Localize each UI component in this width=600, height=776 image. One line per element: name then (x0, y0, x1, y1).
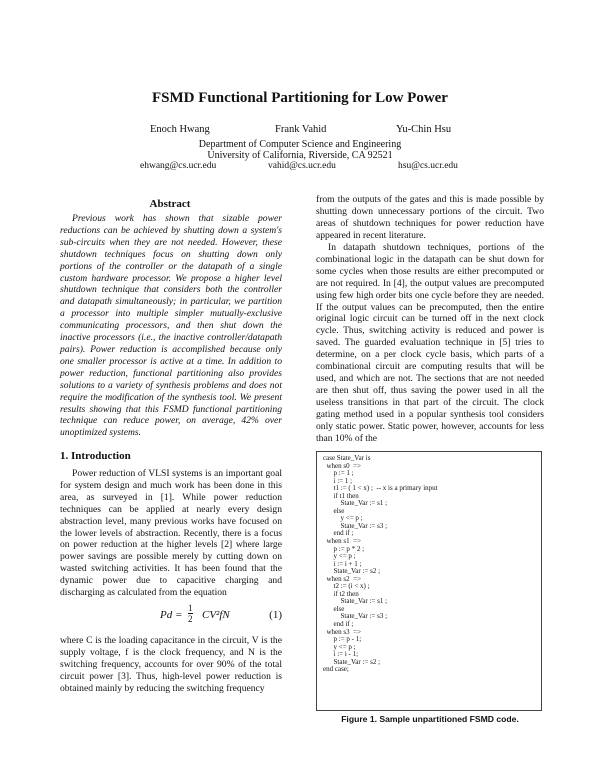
code-line: i := i + 1 ; (323, 559, 362, 568)
code-line: State_Var := s1 ; (323, 499, 388, 508)
code-line: p := 1 ; (323, 469, 354, 478)
abstract-heading: Abstract (149, 198, 191, 210)
code-line: i := i - 1; (323, 650, 359, 659)
code-line: else (323, 604, 345, 613)
affiliation-department: Department of Computer Science and Engineering (198, 139, 402, 150)
intro-heading: 1. Introduction (60, 450, 131, 462)
equation-lhs: Pd = (160, 609, 183, 621)
code-line: State_Var := s3 ; (323, 612, 388, 621)
email-hsu: hsu@cs.ucr.edu (398, 161, 458, 171)
code-line: p := p - 1; (323, 635, 362, 644)
code-line: y <= p ; (323, 514, 363, 523)
intro-paragraph-1: Power reduction of VLSI systems is an important goal for system design and much work has been done in this area, as surveyed in [1]. While power reduction techniques can be applied at nearly every design abstraction level, many previous works have focused on the lower levels of abstraction. Recently, there is a focus on power reduction at the higher levels [2] where large power savings are possible merely by cutting down on wasted switching activities. It has been found that the dynamic power due to capacitive charging and discharging as calculated from the equation (60, 468, 282, 599)
fsmd-code-listing (316, 451, 542, 711)
code-line: State_Var := s3 ; (323, 521, 388, 530)
code-line: case State_Var is (323, 454, 371, 462)
code-line: end case; (323, 665, 349, 674)
equation-number: (1) (269, 609, 282, 621)
code-line: when s0 => (323, 461, 362, 470)
affiliation-university: University of California, Riverside, CA 92521 (207, 150, 393, 161)
equation-fraction (188, 603, 193, 624)
email-hwang: ehwang@cs.ucr.edu (140, 161, 217, 171)
author-vahid: Frank Vahid (275, 124, 327, 135)
paper-title: FSMD Functional Partitioning for Low Power (152, 90, 448, 106)
code-line: end if ; (323, 620, 354, 629)
code-line: t1 := ( 1 < x) ; -- x is a primary input (323, 484, 438, 493)
code-line: y <= p ; (323, 552, 356, 561)
power-equation (60, 605, 282, 629)
fraction-numerator: 1 (188, 603, 193, 613)
code-line: State_Var := s2 ; (323, 567, 381, 576)
fraction-denominator: 2 (188, 614, 193, 624)
author-hsu: Yu-Chin Hsu (396, 124, 452, 135)
right-paragraph-1: from the outputs of the gates and this is made possible by shutting down unnecessary portions of the circuit. Two areas of shutdown techniques for power reduction have appeared in recent literature. (316, 194, 544, 241)
code-line: when s3 => (323, 627, 362, 636)
equation-rhs: CV²fN (202, 609, 230, 621)
code-line: i := 1 ; (323, 476, 353, 485)
abstract-text: Previous work has shown that sizable power reductions can be achieved by shutting down a system's sub-circuits when they are not needed. However, these shutdown techniques focus on shutting down only portions of the controller or the datapath of a single custom hardware processor. We propose a higher level shutdown technique that considers both the controller and datapath simultaneously; in particular, we partition a processor into multiple simpler mutually-exclusive communicating processors, and then shut down the inactive processors (i.e., the inactive controller/datapath pairs). Power reduction is accomplished because only one smaller processor is active at a time. In addition to power reduction, functional partitioning also provides solutions to a variety of synthesis problems and does not require the modification of the synthesis tool. We present results showing that this FSMD functional partitioning technique can reduce power, on average, 42% over unoptimized systems. (60, 213, 282, 439)
code-line: else (323, 506, 345, 515)
code-line: if t1 then (323, 491, 359, 500)
code-line: if t2 then (323, 589, 359, 598)
email-vahid: vahid@cs.ucr.edu (268, 161, 336, 171)
code-line: y <= p ; (323, 642, 356, 651)
code-line: when s2 => (323, 574, 362, 583)
intro-paragraph-2: where C is the loading capacitance in the circuit, V is the supply voltage, f is the clock frequency, and N is the switching frequency, accounts for over 90% of the total circuit power [3]. Thus, high-level power reduction is obtained mainly by reducing the switching frequency (60, 635, 282, 694)
right-paragraph-2: In datapath shutdown techniques, portions of the combinational logic in the datapath can be shut down for some cycles when those results are either precomputed or are not required. In [4], the output values are precomputed using few high order bits one cycle before they are needed. If the output values can be precomputed, then the entire original logic circuit can be turned off in the next clock cycle. Thus, switching activity is reduced and power is saved. The guarded evaluation technique in [5] tries to determine, on a per clock cycle basis, which parts of a combinational circuit are computing results that will be used, and which are not. The sections that are not needed are then shut off, thus saving the power used in all the useless transitions in that part of the circuit. The clock gating method used in a popular synthesis tool considers only static power. Static power, however, accounts for less than 10% of the (316, 242, 544, 444)
code-line: when s1 => (323, 537, 362, 546)
author-hwang: Enoch Hwang (150, 124, 210, 135)
code-line: p := p * 2 ; (323, 544, 365, 553)
figure-caption: Figure 1. Sample unpartitioned FSMD code. (341, 714, 519, 724)
code-line: State_Var := s1 ; (323, 597, 388, 606)
code-line: State_Var := s2 ; (323, 657, 381, 666)
code-line: end if ; (323, 529, 354, 538)
code-line: t2 := (i < x) ; (323, 582, 370, 591)
